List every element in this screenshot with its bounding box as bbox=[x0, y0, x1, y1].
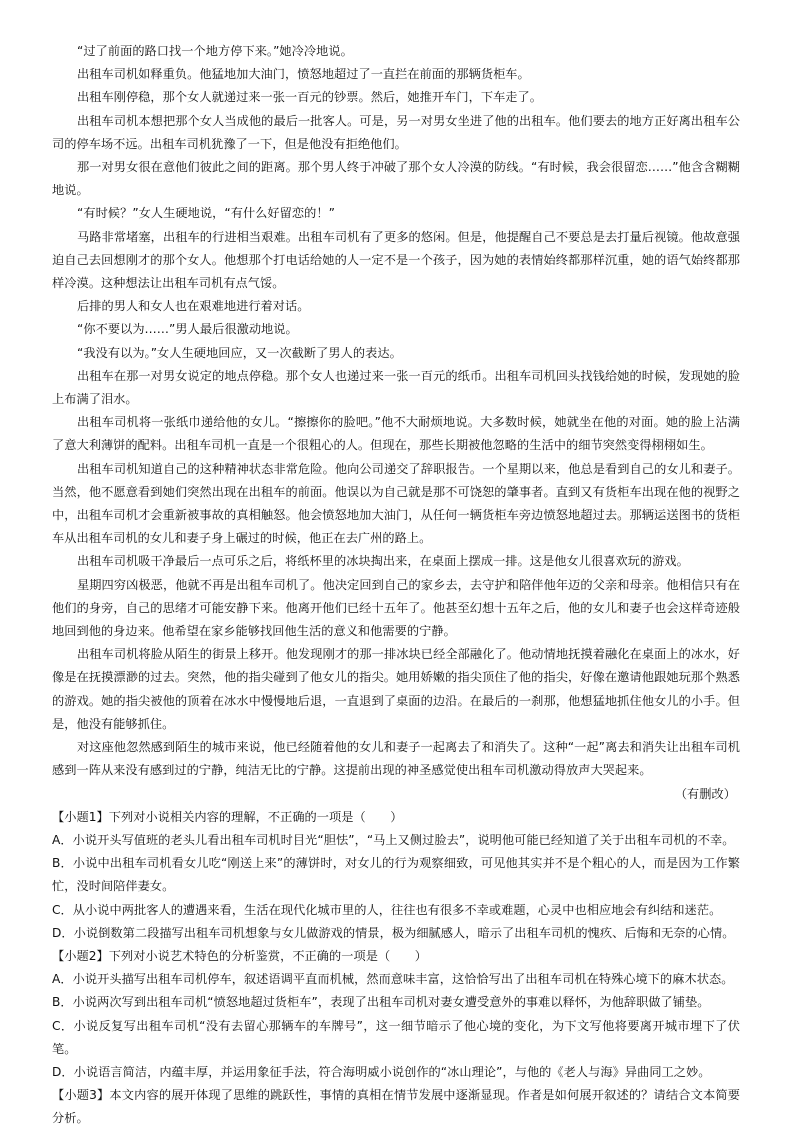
question-option: D．小说倒数第二段描写出租车司机想象与女儿做游戏的情景，极为细腻感人，暗示了出租车司机的愧疚、后悔和无奈的心情。 bbox=[52, 925, 735, 940]
story-paragraph: 那一对男女很在意他们彼此之间的距离。那个男人终于冲破了那个女人冷漠的防线。“有时候，我会很留恋……”他含含糊糊地说。 bbox=[52, 160, 740, 198]
story-paragraph: 出租车刚停稳，那个女人就递过来一张一百元的钞票。然后，她推开车门，下车走了。 bbox=[77, 90, 543, 105]
story-paragraph: 出租车司机吸干净最后一点可乐之后，将纸杯里的冰块掏出来，在桌面上摆成一排。这是他女儿很喜欢玩的游戏。 bbox=[77, 554, 689, 569]
question-option: C．从小说中两批客人的遭遇来看，生活在现代化城市里的人，往往也有很多不幸或难题，心灵中也相应地会有纠结和迷茫。 bbox=[52, 902, 722, 917]
question-option: B．小说中出租车司机看女儿吃“刚送上来”的薄饼时，对女儿的行为观察细致，可见他其实并不是个粗心的人，而是因为工作繁忙，没时间陪伴妻女。 bbox=[52, 856, 740, 894]
story-paragraph: 出租车司机如释重负。他猛地加大油门，愤怒地超过了一直拦在前面的那辆货柜车。 bbox=[77, 67, 530, 82]
story-paragraph: 出租车司机将一张纸巾递给他的女儿。“擦擦你的脸吧。”他不大耐烦地说。大多数时候，她就坐在他的对面。她的脸上沾满了意大利薄饼的配料。出租车司机一直是一个很粗心的人。但现在，那些长期被他忽略的生活中的细节突然变得栩栩如生。 bbox=[52, 415, 740, 453]
story-paragraph: 出租车在那一对男女说定的地点停稳。那个女人也递过来一张一百元的纸币。出租车司机回头找钱给她的时候，发现她的脸上布满了泪水。 bbox=[52, 368, 740, 407]
questions-section bbox=[52, 806, 740, 1131]
question-stem: 【小题2】下列对小说艺术特色的分析鉴赏，不正确的一项是（ ） bbox=[52, 948, 427, 963]
question-option: C．小说反复写出租车司机“没有去留心那辆车的车牌号”，这一细节暗示了他心境的变化，为下文写他将要离开城市埋下了伏笔。 bbox=[52, 1018, 740, 1056]
story-paragraph: “过了前面的路口找一个地方停下来。”她冷冷地说。 bbox=[77, 44, 353, 58]
story-paragraph: 星期四穷凶极恶，他就不再是出租车司机了。他决定回到自己的家乡去，去守护和陪伴他年迈的父亲和母亲。他相信只有在他们的身旁，自己的思绪才可能安静下来。他离开他们已经十五年了。他甚至幻想十五年之后，他的女儿和妻子也会这样奇迹般地回到他的身边来。他希望在家乡能够找回他生活的意义和他需要的宁静。 bbox=[52, 577, 740, 639]
question-stem: 【小题3】本文内容的展开体现了思维的跳跃性，事情的真相在情节发展中逐渐显现。作者是如何展开叙述的？请结合文本简要分析。 bbox=[52, 1088, 740, 1126]
story-paragraph: 后排的男人和女人也在艰难地进行着对话。 bbox=[77, 299, 310, 314]
question-option: B．小说两次写到出租车司机“愤怒地超过货柜车”，表现了出租车司机对妻女遭受意外的事难以释怀，为他辞职做了铺垫。 bbox=[52, 995, 710, 1010]
document-page bbox=[52, 40, 740, 1131]
question-option: D．小说语言简洁，内蕴丰厚，并运用象征手法，符合海明威小说创作的“冰山理论”，与他的《老人与海》异曲同工之妙。 bbox=[52, 1064, 711, 1079]
story-paragraph: 对这座他忽然感到陌生的城市来说，他已经随着他的女儿和妻子一起离去了和消失了。这种“一起”离去和消失让出租车司机感到一阵从来没有感到过的宁静，纯洁无比的宁静。这提前出现的神圣感觉使出租车司机激动得放声大哭起来。 bbox=[52, 740, 740, 778]
story-paragraph: “你不要以为……”男人最后很激动地说。 bbox=[77, 322, 298, 337]
question-option: A．小说开头描写出租车司机停车，叙述语调平直而机械，然而意味丰富，这恰恰写出了出租车司机在特殊心境下的麻木状态。 bbox=[52, 972, 734, 987]
question-option: A．小说开头写值班的老头儿看出租车司机时目光“胆怯”，“马上又侧过脸去”，说明他可能已经知道了关于出租车司机的不幸。 bbox=[52, 832, 735, 847]
story-paragraph: 马路非常堵塞，出租车的行进相当艰难。出租车司机有了更多的悠闲。但是，他提醒自己不要总是去打量后视镜。他故意强迫自己去回想刚才的那个女人。他想那个打电话给她的人一定不是一个孩子，因为她的表情始终都那样沉重，她的语气始终都那样冷漠。这种想法让出租车司机有点气馁。 bbox=[52, 229, 740, 291]
story-text bbox=[52, 40, 740, 806]
question-stem: 【小题1】下列对小说相关内容的理解，不正确的一项是（ ） bbox=[52, 809, 403, 824]
story-paragraph: 出租车司机本想把那个女人当成他的最后一批客人。可是，另一对男女坐进了他的出租车。他们要去的地方正好离出租车公司的停车场不远。出租车司机犹豫了一下，但是他没有拒绝他们。 bbox=[52, 113, 740, 151]
story-paragraph: “有时候？”女人生硬地说，“有什么好留恋的！” bbox=[77, 206, 335, 221]
revision-note: （有删改） bbox=[674, 786, 736, 801]
story-paragraph: 出租车司机知道自己的这种精神状态非常危险。他向公司递交了辞职报告。一个星期以来，他总是看到自己的女儿和妻子。当然，他不愿意看到她们突然出现在出租车的前面。他误以为自己就是那不可饶恕的肇事者。直到又有货柜车出现在他的视野之中，出租车司机才会重新被事故的真相触怒。他会愤怒地加大油门，从任何一辆货柜车旁边愤怒地超过去。那辆运送图书的货柜车从出租车司机的女儿和妻子身上碾过的时候，他正在去广州的路上。 bbox=[52, 461, 740, 546]
story-paragraph: 出租车司机将脸从陌生的街景上移开。他发现刚才的那一排冰块已经全部融化了。他动情地抚摸着融化在桌面上的冰水，好像是在抚摸漂渺的过去。突然，他的指尖碰到了他女儿的指尖。她用娇嫩的指尖顶住了他的指尖，好像在邀请他跟她玩那个熟悉的游戏。她的指尖被他的顶着在冰水中慢慢地后退，一直退到了桌面的边沿。在最后的一刹那，他想猛地抓住他女儿的小手。但是，他没有能够抓住。 bbox=[52, 647, 740, 731]
story-paragraph: “我没有以为。”女人生硬地回应，又一次截断了男人的表达。 bbox=[77, 345, 402, 360]
